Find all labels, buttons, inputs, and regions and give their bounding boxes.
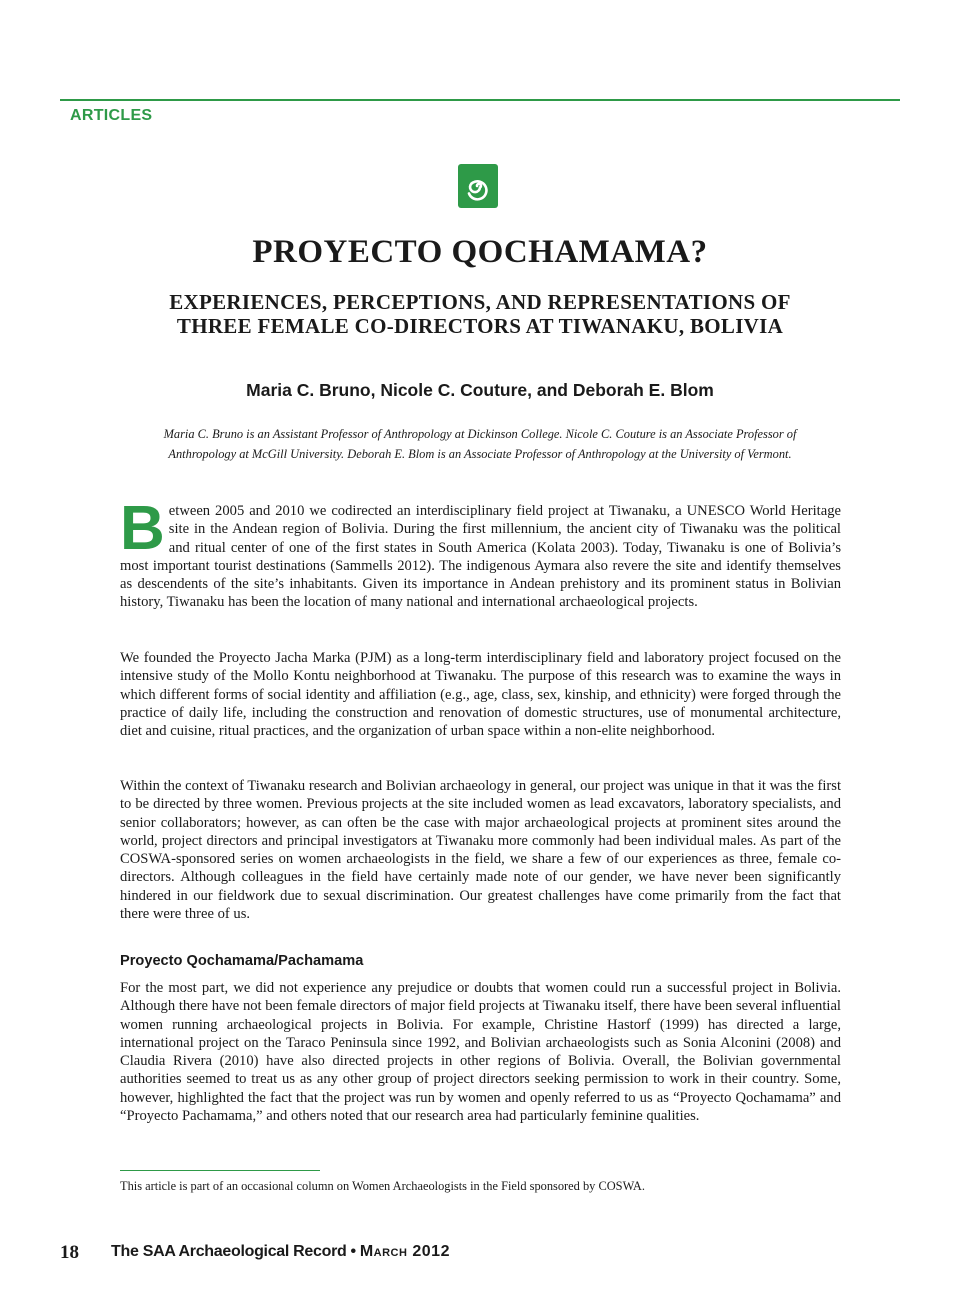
- spiral-logo-icon: [458, 164, 498, 208]
- header-rule: [60, 99, 900, 101]
- drop-cap: B: [120, 494, 165, 563]
- footnote-rule: [120, 1170, 320, 1171]
- author-list: Maria C. Bruno, Nicole C. Couture, and Deborah E. Blom: [246, 380, 714, 400]
- running-footer: [111, 1243, 450, 1261]
- footnote: This article is part of an occasional column on Women Archaeologists in the Field sponsored by COSWA.: [120, 1179, 645, 1193]
- paragraph-1: [120, 494, 841, 612]
- issue-date: March 2012: [359, 1243, 450, 1260]
- paragraph-2: We founded the Proyecto Jacha Marka (PJM) as a long-term interdisciplinary field and laboratory project focused on the intensive study of the Mollo Kontu neighborhood at Tiwanaku. The purpose of this research was to examine the ways in which different forms of social identity and affiliation (e.g., age, class, sex, kinship, and ethnicity) were forged through the practice of daily life, including the construction and renovation of domestic structures, use of monumental architecture, diet and cuisine, ritual practices, and the organization of urban space within a non-elite neighborhood.: [120, 650, 841, 740]
- article-title: PROYECTO QOCHAMAMA?: [252, 234, 708, 270]
- section-heading: Proyecto Qochamama/Pachamama: [120, 953, 364, 969]
- subtitle-line-2: THREE FEMALE CO-DIRECTORS AT TIWANAKU, BOLIVIA: [176, 314, 784, 338]
- subtitle-line-1: EXPERIENCES, PERCEPTIONS, AND REPRESENTATIONS OF: [169, 290, 791, 314]
- section-label: ARTICLES: [70, 107, 153, 124]
- paragraph-4: For the most part, we did not experience any prejudice or doubts that women could run a successful project in Bolivia. Although there have not been female directors of major field projects at Tiwanaku itself, there have been several influential women running archaeological projects in Bolivia. For example, Christine Hastorf (1999) has directed a large, international project on the Taraco Peninsula since 1992, and Bolivian archaeologists such as Sonia Alconini (2008) and Claudia Rivera (2010) have also directed projects in other regions of Bolivia. Overall, the Bolivian governmental authorities seemed to treat us as any other group of project directors seeking permission to work in their country. Some, however, highlighted the fact that the project was run by women and openly referred to us as “Proyecto Qochamama” and “Proyecto Pachamama,” and others noted that our research area had particularly feminine qualities.: [120, 980, 841, 1125]
- journal-name: The SAA Archaeological Record: [111, 1243, 347, 1260]
- paragraph-3: Within the context of Tiwanaku research and Bolivian archaeology in general, our project was unique in that it was the first to be directed by three women. Previous projects at the site included women as lead excavators, laboratory specialists, and senior collaborators; however, as can often be the case with major archaeological projects at prominent sites around the world, project directors and principal investigators at Tiwanaku more commonly had been individual males. As part of the COSWA-sponsored series on women archaeologists in the field, we share a few of our experiences as three, female co-directors. Although colleagues in the field have certainly made note of our gender, we have never been significantly hindered in our fieldwork due to sexual discrimination. Our greatest challenges have come primarily from the fact that there were three of us.: [120, 778, 841, 923]
- paragraph-1-text: etween 2005 and 2010 we codirected an interdisciplinary field project at Tiwanaku, a UNESCO World Heritage site in the Andean region of Bolivia. During the first millennium, the ancient city of Tiwanaku was the political and ritual center of one of the first states in South America (Kolata 2003). Today, Tiwanaku is one of Bolivia’s most important tourist destinations (Sammells 2012). The indigenous Aymara also revere the site and identify themselves as descendents of the site’s inhabitants. Given its importance in Andean prehistory and its prominent status in Bolivian history, Tiwanaku has been the location of many national and international archaeological projects.: [120, 503, 841, 611]
- footer-bullet: •: [350, 1243, 356, 1260]
- affiliation-line-1: Maria C. Bruno is an Assistant Professor of Anthropology at Dickinson College. Nicole C. Couture is an Associate Professor of: [163, 427, 797, 441]
- affiliation-line-2: Anthropology at McGill University. Deborah E. Blom is an Associate Professor of Anthropology at the University of Vermont.: [168, 447, 792, 461]
- page-number: 18: [60, 1242, 79, 1263]
- article-subtitle: [0, 290, 960, 338]
- author-affiliations: [120, 424, 840, 464]
